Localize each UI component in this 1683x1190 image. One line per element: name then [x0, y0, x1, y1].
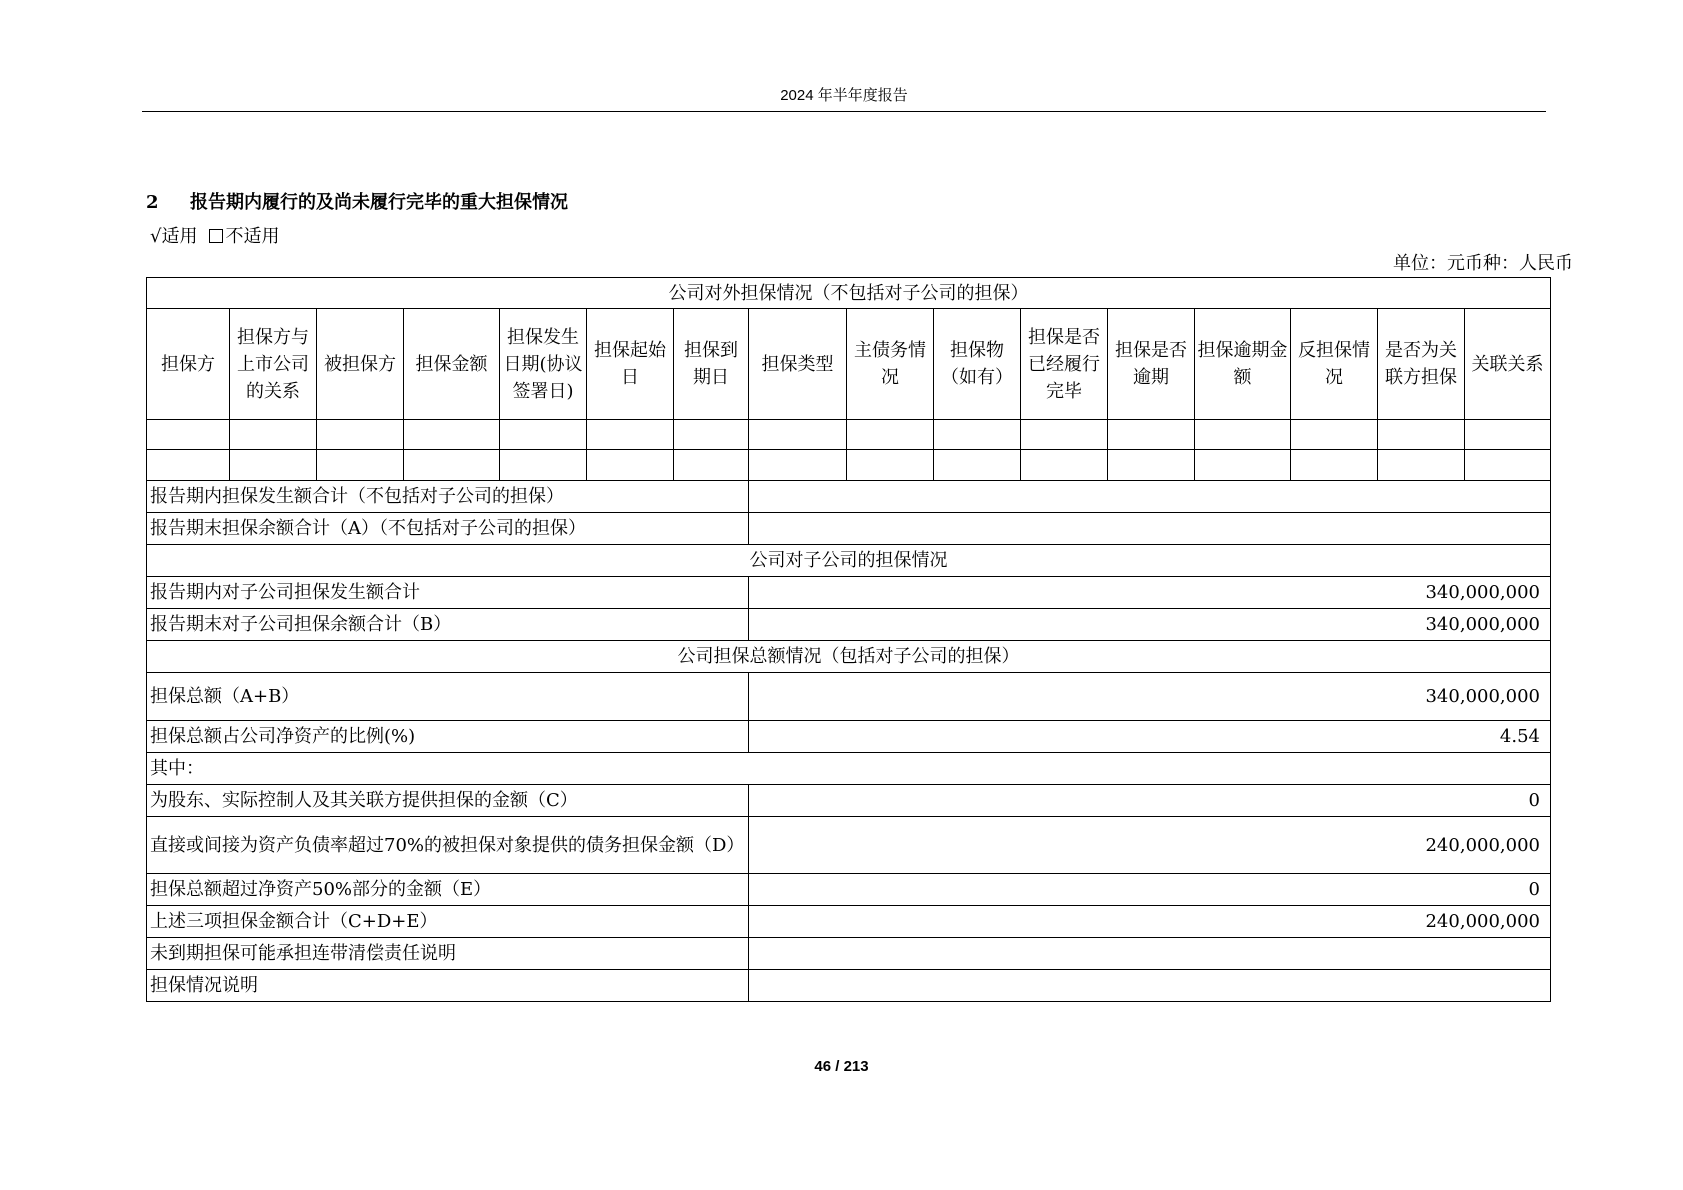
section-title: 报告期内履行的及尚未履行完毕的重大担保情况 [190, 192, 568, 213]
table-row [147, 481, 1551, 513]
row-value [749, 970, 1551, 1002]
row-label: 直接或间接为资产负债率超过70%的被担保对象提供的债务担保金额（D） [147, 817, 749, 874]
column-header: 主债务情况 [847, 309, 934, 420]
column-header: 担保发生日期(协议签署日) [500, 309, 587, 420]
column-header: 担保逾期金额 [1195, 309, 1291, 420]
table-row [147, 513, 1551, 545]
applicability-line [150, 222, 279, 248]
row-label: 报告期内担保发生额合计（不包括对子公司的担保） [147, 481, 749, 513]
row-value: 4.54 [749, 721, 1551, 753]
table-row [147, 970, 1551, 1002]
page-number: 46 / 213 [814, 1058, 869, 1075]
table-section-row [147, 545, 1551, 577]
column-header: 担保方 [147, 309, 230, 420]
subsidiary-guarantee-title: 公司对子公司的担保情况 [147, 545, 1551, 577]
overall-guarantee-title: 公司担保总额情况（包括对子公司的担保） [147, 641, 1551, 673]
row-value [749, 481, 1551, 513]
row-label: 担保总额占公司净资产的比例(%) [147, 721, 749, 753]
table-row [147, 874, 1551, 906]
row-label: 报告期内对子公司担保发生额合计 [147, 577, 749, 609]
column-header: 关联关系 [1465, 309, 1551, 420]
table-row [147, 817, 1551, 874]
row-label: 担保情况说明 [147, 970, 749, 1002]
table-section-row [147, 641, 1551, 673]
row-value [749, 938, 1551, 970]
column-header: 担保方与上市公司的关系 [230, 309, 317, 420]
row-value: 0 [749, 785, 1551, 817]
table-row [147, 577, 1551, 609]
column-header: 担保物（如有） [934, 309, 1021, 420]
empty-table-row [147, 420, 1551, 450]
among-label: 其中： [147, 753, 1551, 785]
table-row [147, 721, 1551, 753]
column-header: 担保是否已经履行完毕 [1021, 309, 1108, 420]
table-row [147, 753, 1551, 785]
row-label: 上述三项担保金额合计（C+D+E） [147, 906, 749, 938]
row-value: 340,000,000 [749, 609, 1551, 641]
not-applicable-option: 不适用 [225, 226, 280, 247]
empty-table-row [147, 450, 1551, 481]
column-header: 担保金额 [404, 309, 500, 420]
column-header: 担保类型 [749, 309, 847, 420]
row-value [749, 513, 1551, 545]
row-value: 0 [749, 874, 1551, 906]
unit-currency-note: 单位：元币种：人民币 [1393, 253, 1573, 274]
column-header: 是否为关联方担保 [1378, 309, 1465, 420]
table-row [147, 673, 1551, 721]
row-label: 报告期末对子公司担保余额合计（B） [147, 609, 749, 641]
column-header: 担保起始日 [587, 309, 674, 420]
row-value: 240,000,000 [749, 817, 1551, 874]
table-row [147, 785, 1551, 817]
report-title: 2024 年半年度报告 [780, 87, 908, 104]
row-label: 担保总额超过净资产50%部分的金额（E） [147, 874, 749, 906]
column-header: 担保到期日 [674, 309, 749, 420]
column-header: 反担保情况 [1291, 309, 1378, 420]
row-label: 担保总额（A+B） [147, 673, 749, 721]
column-header: 被担保方 [317, 309, 404, 420]
table-row [147, 906, 1551, 938]
table-row [147, 938, 1551, 970]
checkbox-empty-icon [209, 229, 223, 243]
row-label: 报告期末担保余额合计（A）（不包括对子公司的担保） [147, 513, 749, 545]
section-heading [146, 188, 568, 214]
external-guarantee-title: 公司对外担保情况（不包括对子公司的担保） [147, 278, 1551, 309]
applicable-option: √适用 [150, 226, 198, 247]
page-header [142, 84, 1546, 112]
guarantee-table [146, 277, 1551, 1002]
row-label: 未到期担保可能承担连带清偿责任说明 [147, 938, 749, 970]
table-header-row [147, 309, 1551, 420]
section-number: 2 [146, 192, 159, 213]
row-value: 340,000,000 [749, 577, 1551, 609]
table-section-row [147, 278, 1551, 309]
column-header: 担保是否逾期 [1108, 309, 1195, 420]
row-label: 为股东、实际控制人及其关联方提供担保的金额（C） [147, 785, 749, 817]
row-value: 240,000,000 [749, 906, 1551, 938]
row-value: 340,000,000 [749, 673, 1551, 721]
table-row [147, 609, 1551, 641]
